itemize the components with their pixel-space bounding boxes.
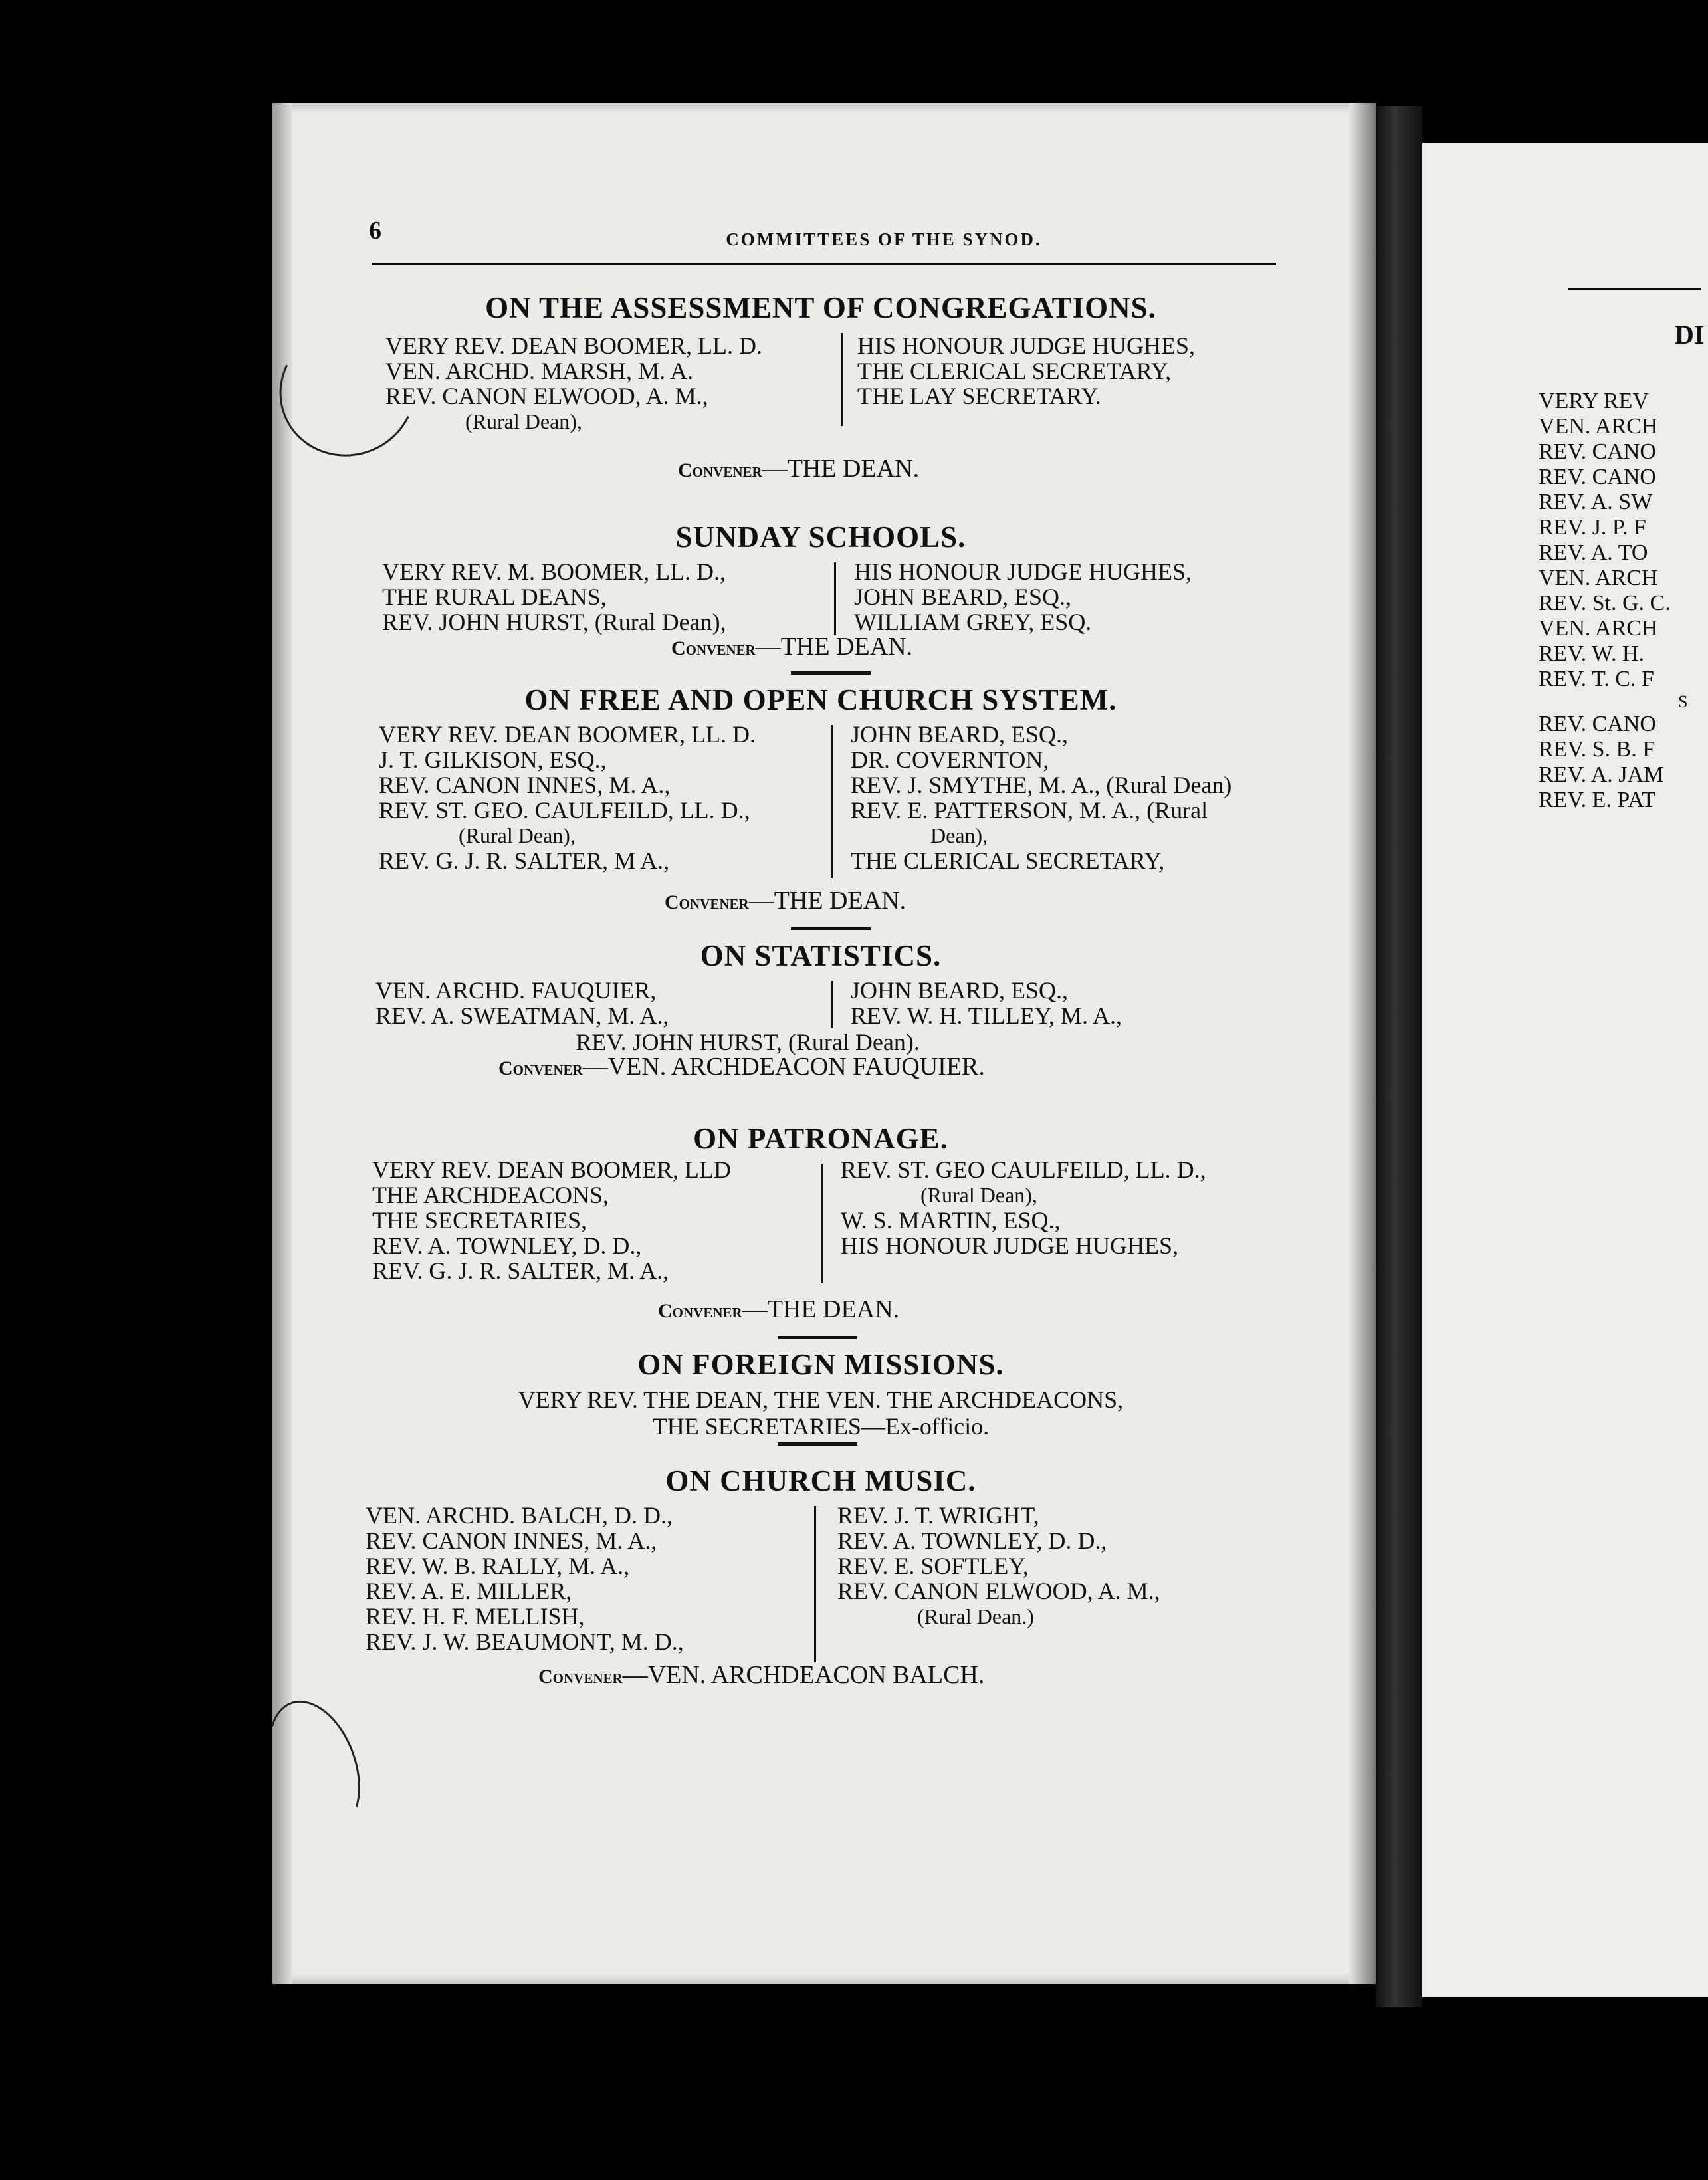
member-line: THE SECRETARIES, xyxy=(372,1207,587,1234)
member-line: VERY REV. DEAN BOOMER, LL. D. xyxy=(379,721,756,748)
facing-line: S xyxy=(1678,692,1688,711)
section-statistics xyxy=(346,937,1296,1054)
right-column xyxy=(851,978,1122,1028)
member-line: REV. J. SMYTHE, M. A., (Rural Dean) xyxy=(851,772,1232,798)
facing-line: REV. S. B. F xyxy=(1539,737,1655,762)
member-line: (Rural Dean), xyxy=(459,823,576,847)
column-divider xyxy=(814,1506,816,1662)
member-line-centered: REV. JOHN HURST, (Rural Dean). xyxy=(576,1029,920,1055)
convener-name: —THE DEAN. xyxy=(762,455,920,483)
member-line: THE CLERICAL SECRETARY, xyxy=(857,358,1172,384)
member-line: REV. J. T. WRIGHT, xyxy=(837,1502,1039,1529)
member-line: Dean), xyxy=(930,823,988,847)
section-free-open-church xyxy=(346,681,1296,891)
facing-line: VERY REV xyxy=(1539,389,1649,413)
member-line: (Rural Dean), xyxy=(465,409,582,433)
section-separator xyxy=(791,671,871,675)
convener-line xyxy=(538,1662,984,1690)
left-column xyxy=(382,559,726,635)
member-line: REV. H. F. MELLISH, xyxy=(366,1603,585,1630)
member-line: THE CLERICAL SECRETARY, xyxy=(851,847,1165,874)
running-head: COMMITTEES OF THE SYNOD. xyxy=(726,229,1042,249)
left-column xyxy=(366,1503,684,1654)
header-rule xyxy=(372,263,1276,265)
member-line: REV. CANON ELWOOD, A. M., xyxy=(385,383,708,409)
section-foreign-missions xyxy=(346,1346,1296,1450)
convener-label: Convener xyxy=(658,1300,742,1322)
convener-name: —THE DEAN. xyxy=(742,1295,900,1323)
member-line: VERY REV. DEAN BOOMER, LLD xyxy=(372,1156,732,1183)
member-line: VEN. ARCHD. MARSH, M. A. xyxy=(385,358,694,384)
convener-name: —THE DEAN. xyxy=(748,887,907,915)
member-line: REV. E. PATTERSON, M. A., (Rural xyxy=(851,797,1208,823)
facing-line: REV. CANO xyxy=(1539,439,1656,464)
facing-line: REV. St. G. C. xyxy=(1539,591,1671,615)
member-line: REV. G. J. R. SALTER, M A., xyxy=(379,847,670,874)
member-line: REV. ST. GEO. CAULFEILD, LL. D., xyxy=(379,797,750,823)
member-line: JOHN BEARD, ESQ., xyxy=(854,584,1072,610)
member-line: REV. W. B. RALLY, M. A., xyxy=(366,1553,630,1579)
member-line: JOHN BEARD, ESQ., xyxy=(851,721,1069,748)
section-separator xyxy=(778,1442,857,1446)
facing-page xyxy=(1422,143,1708,1997)
facing-line: REV. A. TO xyxy=(1539,540,1648,565)
member-line: REV. W. H. TILLEY, M. A., xyxy=(851,1002,1122,1029)
section-title: SUNDAY SCHOOLS. xyxy=(675,520,966,554)
member-line: THE LAY SECRETARY. xyxy=(857,383,1101,409)
convener-label: Convener xyxy=(498,1057,583,1079)
facing-line: REV. A. SW xyxy=(1539,490,1653,514)
member-line: J. T. GILKISON, ESQ., xyxy=(379,746,607,773)
right-column xyxy=(854,559,1192,635)
member-line: REV. CANON INNES, M. A., xyxy=(379,772,671,798)
facing-line: VEN. ARCH xyxy=(1539,566,1658,590)
facing-page-heading: DI xyxy=(1675,320,1705,350)
facing-line: VEN. ARCH xyxy=(1539,616,1658,641)
convener-name: —VEN. ARCHDEACON FAUQUIER. xyxy=(582,1053,985,1081)
member-line: REV. A. E. MILLER, xyxy=(366,1578,572,1604)
member-line: VEN. ARCHD. FAUQUIER, xyxy=(375,977,657,1004)
member-line: HIS HONOUR JUDGE HUGHES, xyxy=(854,558,1192,585)
member-line: REV. E. SOFTLEY, xyxy=(837,1553,1029,1579)
right-column xyxy=(837,1503,1160,1629)
convener-line xyxy=(671,633,912,662)
member-line: REV. A. TOWNLEY, D. D., xyxy=(837,1527,1107,1554)
left-column xyxy=(385,333,762,434)
left-column xyxy=(379,722,756,873)
member-line: (Rural Dean), xyxy=(920,1183,1037,1207)
facing-page-list xyxy=(1539,389,1687,813)
member-line: JOHN BEARD, ESQ., xyxy=(851,977,1069,1004)
facing-page-rule xyxy=(1568,288,1701,290)
facing-line: REV. J. P. F xyxy=(1539,515,1646,540)
member-line: THE ARCHDEACONS, xyxy=(372,1182,609,1208)
member-line: REV. CANON INNES, M. A., xyxy=(366,1527,657,1554)
section-church-music xyxy=(346,1462,1296,1679)
right-column xyxy=(857,333,1195,409)
left-column xyxy=(372,1157,731,1283)
member-line: REV. A. SWEATMAN, M. A., xyxy=(375,1002,669,1029)
section-separator xyxy=(778,1336,857,1339)
facing-line: REV. E. PAT xyxy=(1539,788,1655,812)
column-divider xyxy=(834,562,836,635)
book-gutter xyxy=(1376,106,1422,2007)
member-line: REV. ST. GEO CAULFEILD, LL. D., xyxy=(841,1156,1206,1183)
convener-label: Convener xyxy=(538,1666,623,1688)
convener-line xyxy=(658,1296,899,1325)
convener-line xyxy=(678,455,919,484)
convener-line xyxy=(665,887,906,916)
section-title: ON THE ASSESSMENT OF CONGREGATIONS. xyxy=(485,291,1156,324)
facing-line: REV. T. C. F xyxy=(1539,667,1654,691)
convener-label: Convener xyxy=(678,459,762,481)
section-assessment xyxy=(346,289,1296,439)
member-line: WILLIAM GREY, ESQ. xyxy=(854,609,1092,635)
facing-line: VEN. ARCH xyxy=(1539,414,1658,439)
member-line-centered: VERY REV. THE DEAN, THE VEN. THE ARCHDEACONS, xyxy=(518,1386,1124,1413)
pencil-mark xyxy=(252,1688,377,1846)
section-title: ON FOREIGN MISSIONS. xyxy=(637,1348,1004,1381)
facing-line: REV. CANO xyxy=(1539,712,1656,736)
member-line: REV. JOHN HURST, (Rural Dean), xyxy=(382,609,726,635)
member-line: VERY REV. DEAN BOOMER, LL. D. xyxy=(385,332,763,359)
member-line: REV. J. W. BEAUMONT, M. D., xyxy=(366,1628,684,1655)
page-edge-right xyxy=(1349,103,1376,1984)
section-patronage xyxy=(346,1120,1296,1303)
section-title: ON STATISTICS. xyxy=(700,939,942,972)
section-sunday-schools xyxy=(346,518,1296,642)
facing-line: REV. CANO xyxy=(1539,465,1656,489)
member-line: REV. CANON ELWOOD, A. M., xyxy=(837,1578,1160,1604)
convener-label: Convener xyxy=(671,637,756,659)
right-column xyxy=(841,1157,1206,1258)
member-line: THE RURAL DEANS, xyxy=(382,584,607,610)
facing-line: REV. W. H. xyxy=(1539,641,1645,666)
member-line: (Rural Dean.) xyxy=(917,1604,1034,1628)
member-line: VERY REV. M. BOOMER, LL. D., xyxy=(382,558,726,585)
facing-line: REV. A. JAM xyxy=(1539,762,1664,787)
convener-name: —THE DEAN. xyxy=(755,633,913,661)
member-line: REV. G. J. R. SALTER, M. A., xyxy=(372,1257,669,1284)
member-line: W. S. MARTIN, ESQ., xyxy=(841,1207,1061,1234)
right-column xyxy=(851,722,1231,873)
member-line: HIS HONOUR JUDGE HUGHES, xyxy=(857,332,1196,359)
column-divider xyxy=(821,1164,823,1283)
section-title: ON PATRONAGE. xyxy=(693,1122,948,1155)
section-separator xyxy=(791,927,871,930)
convener-label: Convener xyxy=(665,891,749,913)
member-line-centered: THE SECRETARIES—Ex-officio. xyxy=(652,1413,990,1440)
member-line: DR. COVERNTON, xyxy=(851,746,1049,773)
convener-name: —VEN. ARCHDEACON BALCH. xyxy=(622,1661,985,1689)
member-line: REV. A. TOWNLEY, D. D., xyxy=(372,1232,642,1259)
section-title: ON FREE AND OPEN CHURCH SYSTEM. xyxy=(524,683,1117,716)
column-divider xyxy=(831,981,833,1028)
document-page xyxy=(272,103,1376,1984)
section-title: ON CHURCH MUSIC. xyxy=(665,1464,976,1497)
member-line: VEN. ARCHD. BALCH, D. D., xyxy=(366,1502,673,1529)
column-divider xyxy=(841,333,843,426)
page-number: 6 xyxy=(369,217,381,245)
member-line: HIS HONOUR JUDGE HUGHES, xyxy=(841,1232,1179,1259)
convener-line xyxy=(498,1053,985,1082)
left-column xyxy=(375,978,669,1028)
column-divider xyxy=(831,725,833,878)
